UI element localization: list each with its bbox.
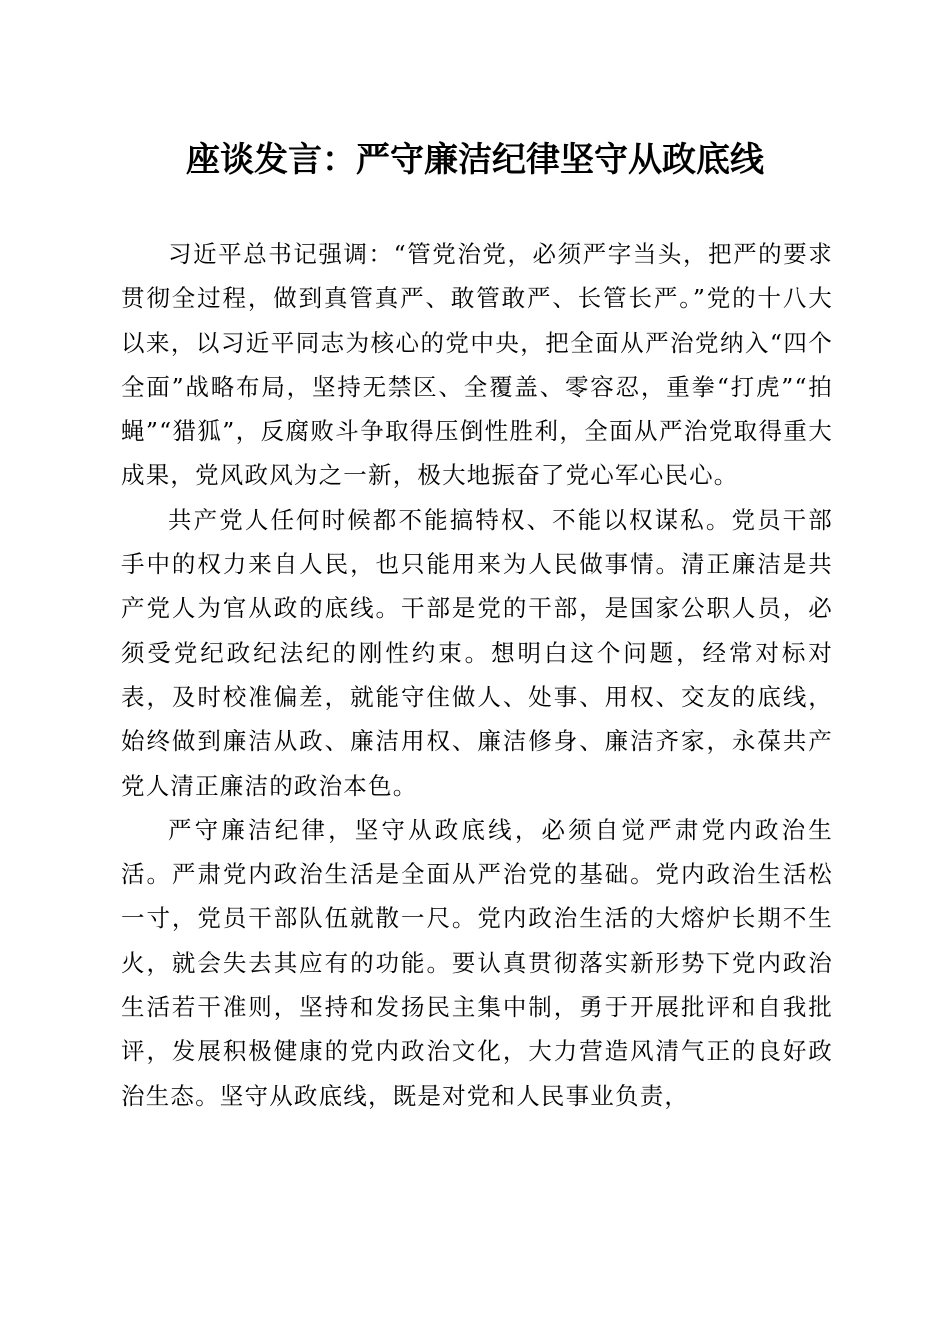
paragraph: 习近平总书记强调：“管党治党，必须严字当头，把严的要求贯彻全过程，做到真管真严、敢管敢严、长管长严。”党的十八大以来，以习近平同志为核心的党中央，把全面从严治党纳入“四个全面”战略布局，坚持无禁区、全覆盖、零容忍，重拳“打虎”“拍蝇”“猎狐”，反腐败斗争取得压倒性胜利，全面从严治党取得重大成果，党风政风为之一新，极大地振奋了党心军心民心。 bbox=[121, 240, 833, 490]
paragraph: 共产党人任何时候都不能搞特权、不能以权谋私。党员干部手中的权力来自人民，也只能用来为人民做事情。清正廉洁是共产党人为官从政的底线。干部是党的干部，是国家公职人员，必须受党纪政纪法纪的刚性约束。想明白这个问题，经常对标对表，及时校准偏差，就能守住做人、处事、用权、交友的底线，始终做到廉洁从政、廉洁用权、廉洁修身、廉洁齐家，永葆共产党人清正廉洁的政治本色。 bbox=[121, 505, 833, 800]
document-body bbox=[121, 232, 833, 1118]
document-title: 座谈发言：严守廉洁纪律坚守从政底线 bbox=[186, 140, 764, 180]
paragraph: 严守廉洁纪律，坚守从政底线，必须自觉严肃党内政治生活。严肃党内政治生活是全面从严治党的基础。党内政治生活松一寸，党员干部队伍就散一尺。党内政治生活的大熔炉长期不生火，就会失去其应有的功能。要认真贯彻落实新形势下党内政治生活若干准则，坚持和发扬民主集中制，勇于开展批评和自我批评，发展积极健康的党内政治文化，大力营造风清气正的良好政治生态。坚守从政底线，既是对党和人民事业负责， bbox=[121, 815, 833, 1110]
